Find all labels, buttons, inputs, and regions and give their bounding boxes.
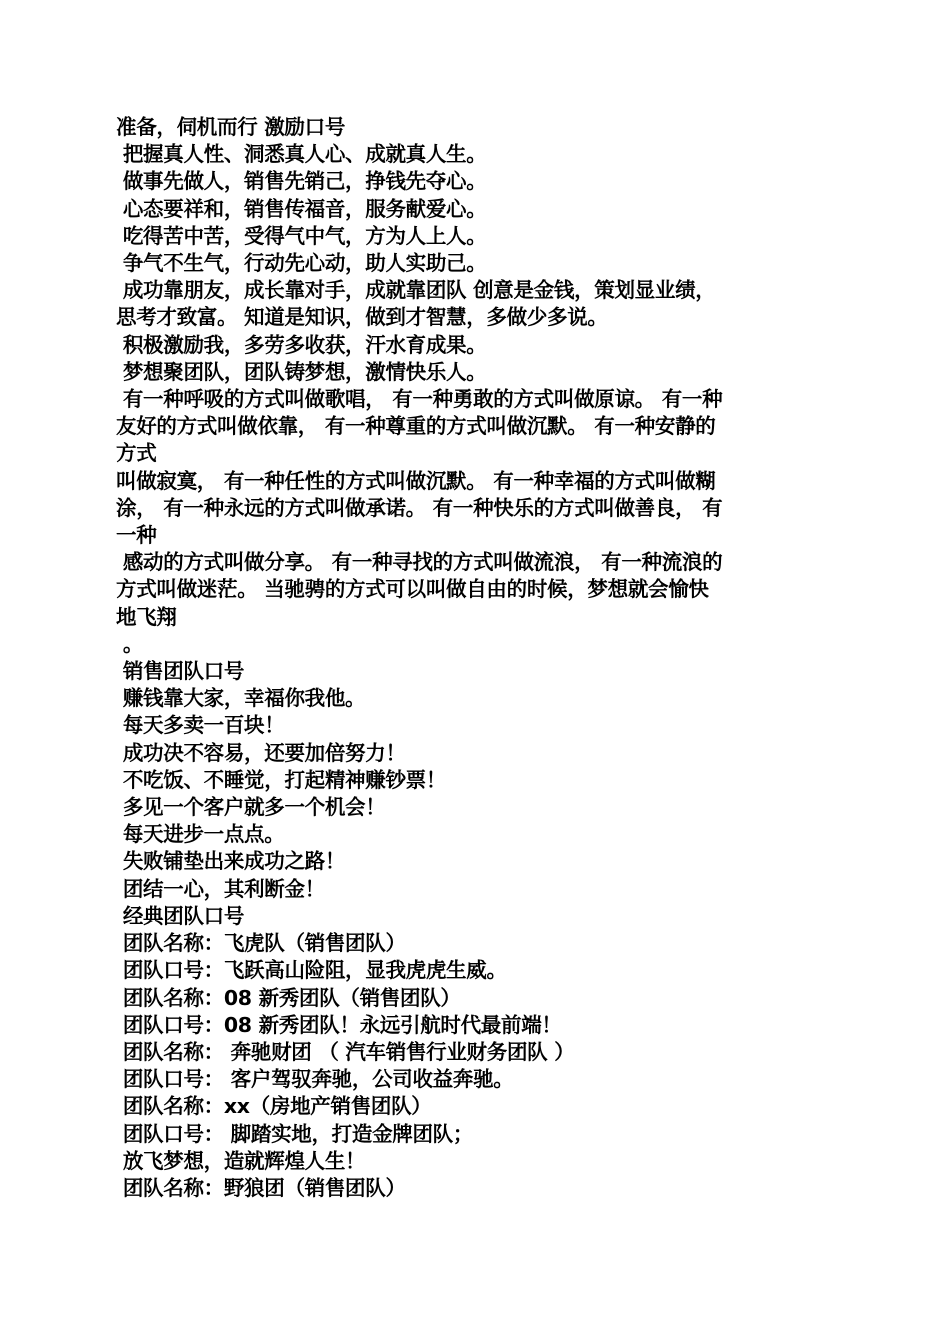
text-line: 多见一个客户就多一个机会！ (116, 795, 386, 820)
text-line: 争气不生气，行动先心动，助人实助己。 (116, 251, 487, 276)
text-line: 有一种呼吸的方式叫做歌唱， 有一种勇敢的方式叫做原谅。 有一种 (116, 387, 723, 412)
text-line: 团队口号： 客户驾驭奔驰，公司收益奔驰。 (116, 1067, 514, 1092)
text-line: 感动的方式叫做分享。 有一种寻找的方式叫做流浪， 有一种流浪的 (116, 550, 723, 575)
text-line: 一种 (116, 523, 157, 548)
text-line: 友好的方式叫做依靠， 有一种尊重的方式叫做沉默。 有一种安静的 (116, 414, 716, 439)
text-line: 成功决不容易，还要加倍努力！ (116, 740, 406, 765)
text-line: 准备，伺机而行 激励口号 (116, 115, 346, 139)
text-line: 涂， 有一种永远的方式叫做承诺。 有一种快乐的方式叫做善良， 有 (116, 495, 723, 520)
text-line: 团队口号：08 新秀团队！永远引航时代最前端！ (116, 1012, 562, 1037)
text-line: 方式叫做迷茫。 当驰骋的方式可以叫做自由的时候，梦想就会愉快 (116, 577, 709, 602)
text-line: 做事先做人，销售先销己，挣钱先夺心。 (116, 169, 487, 194)
text-line: 团队名称：飞虎队（销售团队） (116, 931, 406, 956)
text-line: 。 (116, 631, 144, 656)
document-body (116, 114, 836, 1202)
text-line: 叫做寂寞， 有一种任性的方式叫做沉默。 有一种幸福的方式叫做糊 (116, 468, 716, 493)
text-line: 放飞梦想，造就辉煌人生！ (116, 1148, 366, 1173)
text-line: 把握真人性、洞悉真人心、成就真人生。 (116, 142, 487, 167)
text-line: 每天多卖一百块！ (116, 713, 285, 738)
text-line: 梦想聚团队，团队铸梦想，激情快乐人。 (116, 359, 487, 384)
text-line: 每天进步一点点。 (116, 822, 285, 847)
text-line: 不吃饭、不睡觉，打起精神赚钞票！ (116, 767, 447, 792)
text-line: 方式 (116, 441, 157, 466)
text-line: 思考才致富。 知道是知识，做到才智慧，多做少多说。 (116, 305, 608, 330)
text-line: 团队名称：08 新秀团队（销售团队） (116, 985, 461, 1010)
section-heading: 经典团队口号 (116, 903, 245, 928)
text-line: 团结一心，其利断金！ (116, 876, 325, 901)
text-line: 心态要祥和，销售传福音，服务献爱心。 (116, 196, 487, 221)
text-line: 成功靠朋友，成长靠对手，成就靠团队 创意是金钱，策划显业绩， (116, 278, 716, 303)
text-line: 团队名称：xx（房地产销售团队） (116, 1094, 432, 1119)
text-line: 团队口号： 脚踏实地，打造金牌团队； (116, 1121, 474, 1146)
text-line: 团队口号：飞跃高山险阻，显我虎虎生威。 (116, 958, 507, 983)
text-line: 失败铺垫出来成功之路！ (116, 849, 346, 874)
text-line: 赚钱靠大家，幸福你我他。 (116, 686, 366, 711)
text-line: 吃得苦中苦，受得气中气，方为人上人。 (116, 223, 487, 248)
text-line: 地飞翔 (116, 604, 177, 629)
text-line: 团队名称： 奔驰财团 （ 汽车销售行业财务团队 ） (116, 1039, 575, 1064)
section-heading: 销售团队口号 (116, 659, 245, 684)
text-line: 团队名称：野狼团（销售团队） (116, 1175, 406, 1200)
text-line: 积极激励我，多劳多收获，汗水育成果。 (116, 332, 487, 357)
